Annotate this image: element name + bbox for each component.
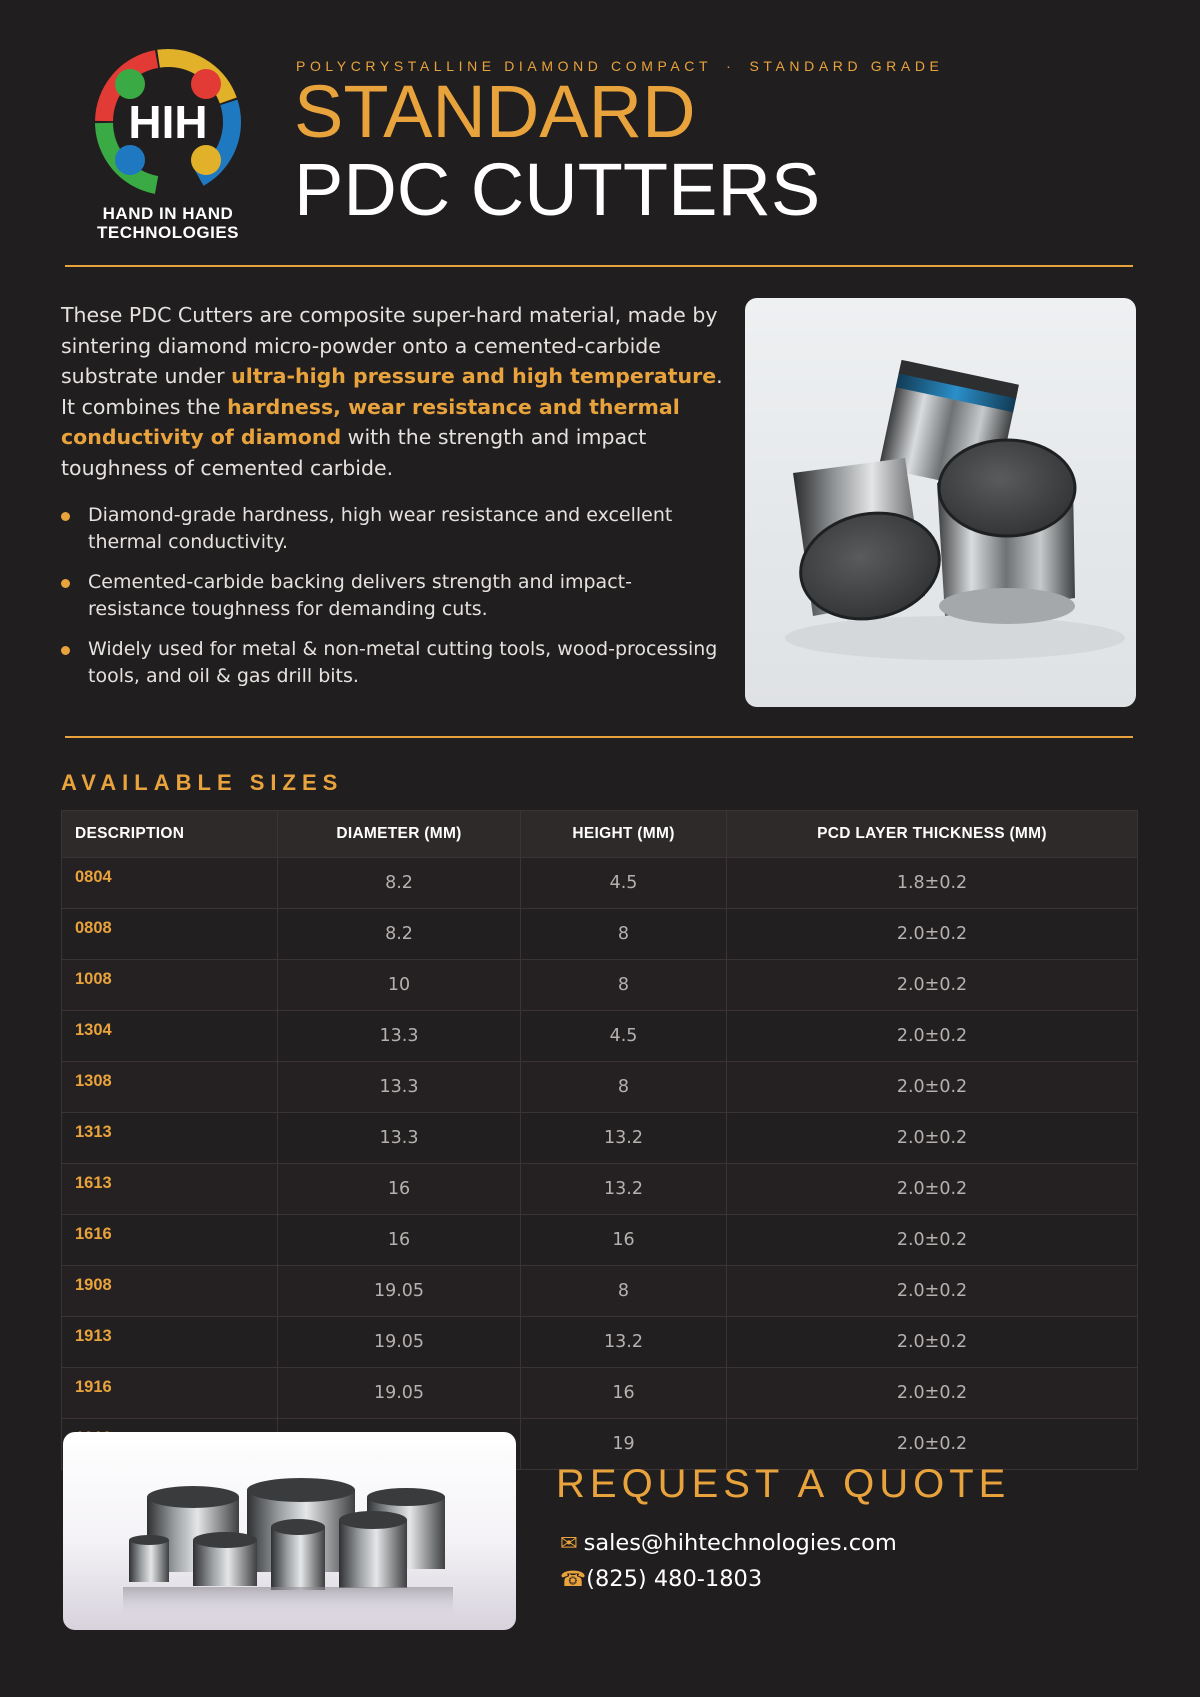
column-header-description: DESCRIPTION [62,811,278,858]
cell-pcd-thickness: 2.0±0.2 [727,909,1138,960]
sizes-heading: AVAILABLE SIZES [61,770,344,795]
svg-text:HIH: HIH [128,96,208,148]
cell-pcd-thickness: 2.0±0.2 [727,1317,1138,1368]
feature-text: Widely used for metal & non-metal cutting tools, wood-processing tools, and oil & gas drill bits. [88,638,718,687]
feature-item [61,569,721,622]
cell-description: 1308 [62,1062,278,1113]
pdc-cutters-illustration [745,298,1136,707]
table-row [62,960,1138,1011]
cell-description: 1913 [62,1317,278,1368]
bullet-dot-icon [61,579,70,588]
table-row [62,1062,1138,1113]
cell-pcd-thickness: 2.0±0.2 [727,1113,1138,1164]
cell-description: 1304 [62,1011,278,1062]
table-row [62,1368,1138,1419]
cell-height: 19 [521,1419,727,1470]
cell-description: 1008 [62,960,278,1011]
column-header-pcd-thickness: PCD LAYER THICKNESS (MM) [727,811,1138,858]
cell-height: 4.5 [521,858,727,909]
bullet-dot-icon [61,512,70,521]
cell-diameter: 19.05 [278,1266,521,1317]
company-name-line2: TECHNOLOGIES [96,223,239,242]
feature-text: Cemented-carbide backing delivers strength and impact-resistance toughness for demanding cuts. [88,571,632,620]
contact-email[interactable] [560,1530,897,1556]
column-header-diameter: DIAMETER (MM) [278,811,521,858]
intro-highlight-2: hardness, wear resistance and thermal conductivity of diamond [61,394,680,449]
intro-text-3: with the strength and impact toughness of cemented carbide. [61,425,647,480]
cell-description: 1616 [62,1215,278,1266]
cell-diameter: 16 [278,1164,521,1215]
cell-height: 8 [521,960,727,1011]
divider-top [65,265,1133,267]
cell-pcd-thickness: 1.8±0.2 [727,858,1138,909]
table-row [62,1266,1138,1317]
cell-diameter: 16 [278,1215,521,1266]
logo-mark-icon [92,46,244,198]
cell-diameter: 13.3 [278,1113,521,1164]
phone-link[interactable]: (825) 480-1803 [586,1566,763,1592]
pdc-assortment-illustration [63,1432,516,1630]
cell-height: 4.5 [521,1011,727,1062]
cell-diameter: 8.2 [278,858,521,909]
table-row [62,858,1138,909]
cell-pcd-thickness: 2.0±0.2 [727,1164,1138,1215]
cell-pcd-thickness: 2.0±0.2 [727,1419,1138,1470]
page-title-line2: PDC CUTTERS [294,148,821,231]
envelope-icon: ✉ [560,1531,578,1555]
feature-item [61,502,721,555]
intro-text-2: . It combines the [61,364,723,419]
cell-description: 1613 [62,1164,278,1215]
product-photo-cutters [745,298,1136,707]
feature-item [61,636,721,689]
cell-description: 1313 [62,1113,278,1164]
cell-description: 0808 [62,909,278,960]
divider-middle [65,736,1133,738]
phone-icon: ☎ [560,1567,587,1591]
cell-height: 8 [521,1266,727,1317]
sizes-table [61,810,1138,1470]
cell-height: 16 [521,1215,727,1266]
cell-pcd-thickness: 2.0±0.2 [727,1368,1138,1419]
table-header-row [62,811,1138,858]
cell-pcd-thickness: 2.0±0.2 [727,1266,1138,1317]
cell-pcd-thickness: 2.0±0.2 [727,1062,1138,1113]
cell-pcd-thickness: 2.0±0.2 [727,960,1138,1011]
table-row [62,1164,1138,1215]
cell-diameter: 8.2 [278,909,521,960]
cell-height: 13.2 [521,1164,727,1215]
cell-diameter: 19.05 [278,1317,521,1368]
cell-height: 13.2 [521,1317,727,1368]
company-name [88,204,248,242]
cell-height: 16 [521,1368,727,1419]
feature-text: Diamond-grade hardness, high wear resistance and excellent thermal conductivity. [88,504,673,553]
table-row [62,909,1138,960]
product-photo-assortment [63,1432,516,1630]
cell-description: 1916 [62,1368,278,1419]
cell-description: 0804 [62,858,278,909]
kicker-separator: · [726,58,736,74]
company-logo [88,46,248,242]
table-row [62,1317,1138,1368]
column-header-height: HEIGHT (MM) [521,811,727,858]
intro-paragraph [61,300,731,483]
quote-heading: REQUEST A QUOTE [556,1462,1011,1506]
cell-height: 8 [521,1062,727,1113]
cell-pcd-thickness: 2.0±0.2 [727,1011,1138,1062]
cell-diameter: 13.3 [278,1062,521,1113]
feature-list [61,502,721,703]
page-title-line1: STANDARD [294,70,696,153]
table-row [62,1113,1138,1164]
cell-diameter: 19.05 [278,1368,521,1419]
intro-text-1: These PDC Cutters are composite super-hard material, made by sintering diamond micro-powder onto a cemented-carbide substrate under [61,303,718,388]
table-row [62,1011,1138,1062]
cell-height: 8 [521,909,727,960]
cell-description: 1908 [62,1266,278,1317]
intro-highlight-1: ultra-high pressure and high temperature [231,364,717,388]
cell-diameter: 10 [278,960,521,1011]
table-row [62,1215,1138,1266]
kicker-left: POLYCRYSTALLINE DIAMOND COMPACT [296,58,713,74]
bullet-dot-icon [61,646,70,655]
email-link[interactable]: sales@hihtechnologies.com [583,1530,897,1556]
cell-pcd-thickness: 2.0±0.2 [727,1215,1138,1266]
contact-phone[interactable] [560,1566,762,1592]
kicker-right: STANDARD GRADE [749,58,944,74]
cell-diameter: 13.3 [278,1011,521,1062]
cell-height: 13.2 [521,1113,727,1164]
company-name-line1: HAND IN HAND [102,204,234,223]
